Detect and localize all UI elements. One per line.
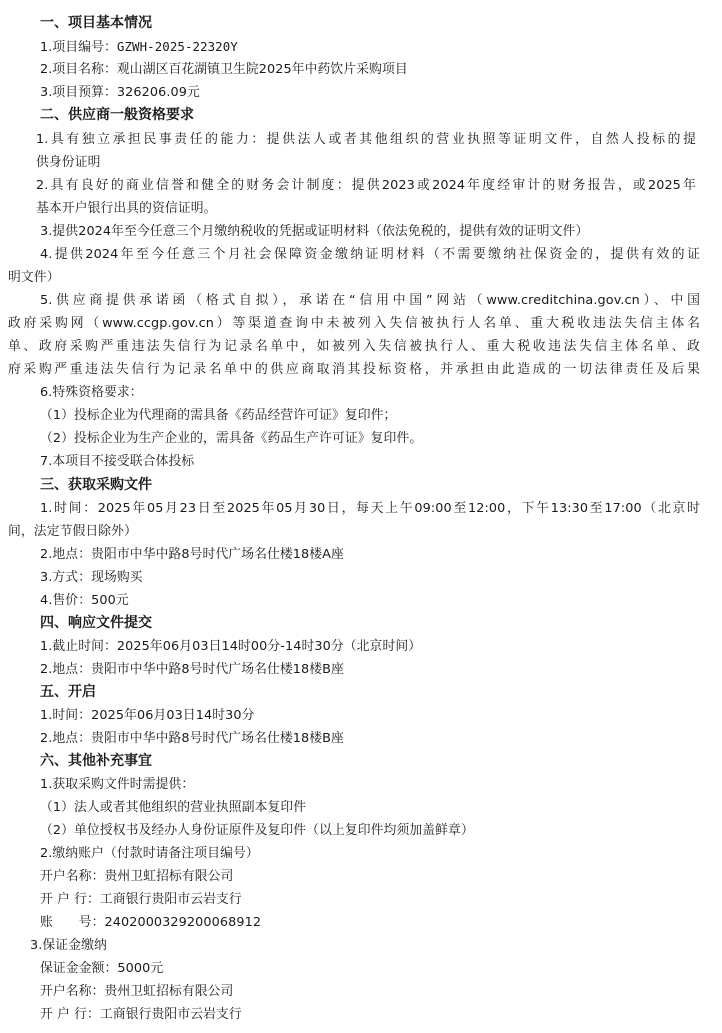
qualification-4-line-2: 明文件） xyxy=(8,270,60,285)
qualification-5-line-3: 单、政府采购严重违法失信行为记录名单中，如被列入失信被执行人、重大税收违法失信主体名单、政 xyxy=(8,339,700,354)
account-2-name-label: 开户名称： xyxy=(40,984,105,999)
account-1-number-line xyxy=(40,911,261,934)
qualification-2-line-1: 2.具有良好的商业信誉和健全的财务会计制度：提供2023或2024年度经审计的财务报告，或2025年 xyxy=(36,178,696,193)
submission-location-line: 2.地点：贵阳市中华中路8号时代广场名仕楼18楼B座 xyxy=(40,662,344,677)
submission-deadline-line: 1.截止时间：2025年06月03日14时00分-14时30分（北京时间） xyxy=(40,639,422,654)
section-heading-obtain-documents: 三、获取采购文件 xyxy=(40,477,152,493)
obtain-location-line: 2.地点：贵阳市中华中路8号时代广场名仕楼18楼A座 xyxy=(40,547,344,562)
qualification-1-line-1: 1.具有独立承担民事责任的能力：提供法人或者其他组织的营业执照等证明文件，自然人投标的提 xyxy=(36,132,696,147)
other-item-3-heading: 3.保证金缴纳 xyxy=(30,938,107,953)
account-2-bank-label: 开 户 行： xyxy=(40,1007,100,1022)
project-number-line xyxy=(40,35,238,58)
obtain-method-line: 3.方式：现场购买 xyxy=(40,570,143,585)
project-budget-line xyxy=(40,81,200,104)
qualification-4-line-1: 4.提供2024年至今任意三个月社会保障资金缴纳证明材料（不需要缴纳社保资金的，提供有效的证 xyxy=(40,247,700,262)
qualification-3-line: 3.提供2024年至今任意三个月缴纳税收的凭据或证明材料（依法免税的，提供有效的证明文件） xyxy=(40,224,589,239)
project-budget-label: 3.项目预算： xyxy=(40,85,117,100)
account-2-bank-value: 工商银行贵阳市云岩支行 xyxy=(99,1007,242,1022)
section-heading-other: 六、其他补充事宜 xyxy=(40,753,152,769)
qualification-6-item-2: （2）投标企业为生产企业的，需具备《药品生产许可证》复印件。 xyxy=(40,431,423,446)
obtain-time-line-1: 1.时间：2025年05月23日至2025年05月30日，每天上午09:00至12:00，下午13:30至17:00（北京时 xyxy=(40,501,700,516)
obtain-time-line-2: 间，法定节假日除外） xyxy=(8,524,137,539)
qualification-1-line-2: 供身份证明 xyxy=(36,155,101,170)
qualification-6-item-1: （1）投标企业为代理商的需具备《药品经营许可证》复印件； xyxy=(40,408,397,423)
account-1-bank-label: 开 户 行： xyxy=(40,892,100,907)
opening-time-line: 1.时间：2025年06月03日14时30分 xyxy=(40,708,255,723)
account-2-name-value: 贵州卫虹招标有限公司 xyxy=(104,984,234,999)
qualification-5-line-4: 府采购严重违法失信行为记录名单中的供应商取消其投标资格，并承担由此造成的一切法律责任及后果 xyxy=(8,362,700,377)
project-name-line: 2.项目名称：观山湖区百花湖镇卫生院2025年中药饮片采购项目 xyxy=(40,62,408,77)
account-2-bank-line xyxy=(40,1003,242,1026)
obtain-price-line: 4.售价：500元 xyxy=(40,593,129,608)
section-heading-submission: 四、响应文件提交 xyxy=(40,615,152,631)
project-budget-value: 326206.09元 xyxy=(116,85,200,100)
qualification-5-line-2: 政府采购网（www.ccgp.gov.cn）等渠道查询中未被列入失信被执行人名单、重大税收违法失信主体名 xyxy=(8,316,700,331)
project-number-label: 1.项目编号： xyxy=(40,40,117,55)
account-1-name-label: 开户名称： xyxy=(40,869,105,884)
section-heading-project-info: 一、项目基本情况 xyxy=(40,15,152,31)
other-item-1-sub-1: （1）法人或者其他组织的营业执照副本复印件 xyxy=(40,800,307,815)
section-heading-qualifications: 二、供应商一般资格要求 xyxy=(40,107,194,123)
account-1-bank-value: 工商银行贵阳市云岩支行 xyxy=(99,892,242,907)
account-1-name-value: 贵州卫虹招标有限公司 xyxy=(104,869,234,884)
account-1-bank-line xyxy=(40,888,242,911)
opening-location-line: 2.地点：贵阳市中华中路8号时代广场名仕楼18楼B座 xyxy=(40,731,344,746)
account-2-name-line xyxy=(40,980,233,1003)
qualification-2-line-2: 基本开户银行出具的资信证明。 xyxy=(36,201,217,216)
qualification-6-heading: 6.特殊资格要求： xyxy=(40,385,143,400)
project-number-value: GZWH-2025-22320Y xyxy=(116,39,238,54)
section-heading-opening: 五、开启 xyxy=(40,684,96,700)
qualification-5-line-1: 5.供应商提供承诺函（格式自拟），承诺在“信用中国”网站（www.creditchina.gov.cn）、中国 xyxy=(40,293,700,308)
account-1-name-line xyxy=(40,865,233,888)
other-item-2-heading: 2.缴纳账户（付款时请备注项目编号） xyxy=(40,846,259,861)
qualification-7-line: 7.本项目不接受联合体投标 xyxy=(40,454,195,469)
account-1-number-label: 账 号： xyxy=(40,915,105,930)
account-1-number-value: 2402000329200068912 xyxy=(104,915,262,930)
deposit-amount-line: 保证金金额：5000元 xyxy=(40,961,164,976)
other-item-1-sub-2: （2）单位授权书及经办人身份证原件及复印件（以上复印件均须加盖鲜章） xyxy=(40,823,474,838)
other-item-1-heading: 1.获取采购文件时需提供： xyxy=(40,777,195,792)
